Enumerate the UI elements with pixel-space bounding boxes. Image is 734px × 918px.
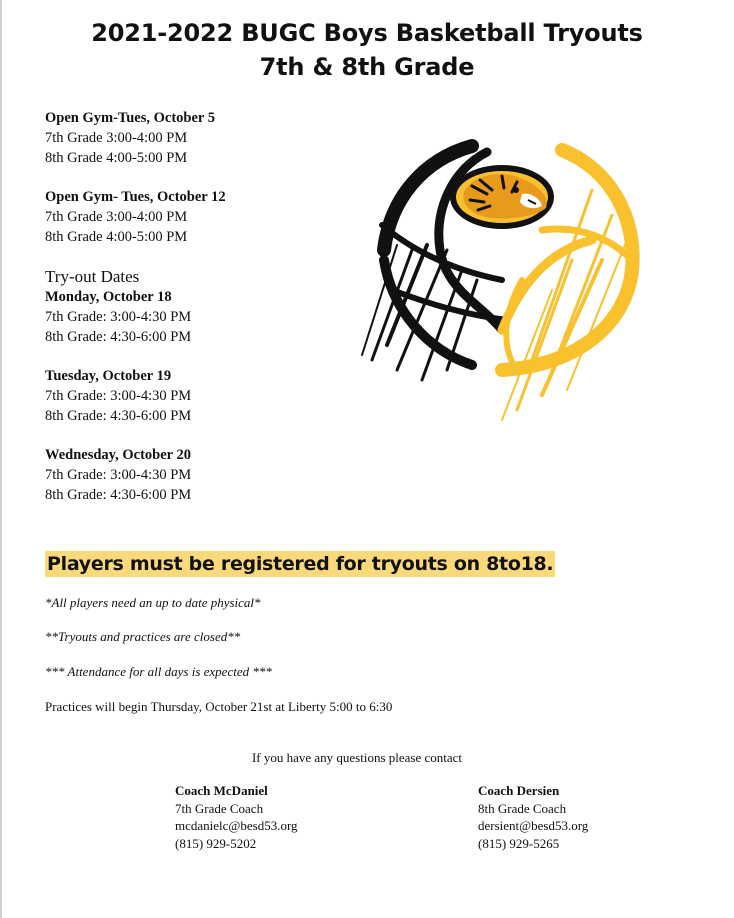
coach-name: Coach McDaniel xyxy=(175,783,268,798)
block-heading: Tuesday, October 19 xyxy=(45,368,172,384)
coach-email[interactable]: dersient@besd53.org xyxy=(478,818,589,833)
coach-mcdaniel xyxy=(175,782,298,852)
registration-banner: Players must be registered for tryouts on 8to18. xyxy=(47,553,554,575)
coach-phone: (815) 929-5202 xyxy=(175,835,257,851)
tryout-dates-label: Try-out Dates xyxy=(45,267,140,286)
schedule xyxy=(45,108,345,524)
block-heading: Wednesday, October 20 xyxy=(45,447,191,463)
coach-phone: (815) 929-5265 xyxy=(478,835,560,851)
practices-note: Practices will begin Thursday, October 21st at Liberty 5:00 to 6:30 xyxy=(45,699,393,714)
block-line: 7th Grade: 3:00-4:30 PM xyxy=(45,309,192,325)
block-line: 8th Grade: 4:30-6:00 PM xyxy=(45,487,192,503)
block-line: 7th Grade 3:00-4:00 PM xyxy=(45,130,188,146)
attendance-note: *** Attendance for all days is expected *** xyxy=(45,664,272,679)
block-line: 7th Grade: 3:00-4:30 PM xyxy=(45,388,192,404)
block-line: 8th Grade: 4:30-6:00 PM xyxy=(45,408,192,424)
block-line: 7th Grade: 3:00-4:30 PM xyxy=(45,467,192,483)
block-line: 8th Grade 4:00-5:00 PM xyxy=(45,150,188,166)
open-gym-oct-5 xyxy=(45,108,345,168)
title-line-2: 7th & 8th Grade xyxy=(259,53,475,81)
block-line: 8th Grade 4:00-5:00 PM xyxy=(45,229,188,245)
page-title xyxy=(0,16,734,84)
closed-note: **Tryouts and practices are closed** xyxy=(45,629,241,644)
tryout-monday xyxy=(45,266,345,347)
coach-name: Coach Dersien xyxy=(478,783,560,798)
tryout-tuesday xyxy=(45,366,345,426)
title-line-1: 2021-2022 BUGC Boys Basketball Tryouts xyxy=(91,19,643,47)
block-heading: Monday, October 18 xyxy=(45,289,172,305)
coach-role: 8th Grade Coach xyxy=(478,800,567,816)
coach-dersien xyxy=(478,782,588,852)
physical-note: *All players need an up to date physical* xyxy=(45,595,261,610)
page-edge xyxy=(0,0,2,918)
open-gym-oct-12 xyxy=(45,187,345,247)
tryout-wednesday xyxy=(45,445,345,505)
contact-lead: If you have any questions please contact xyxy=(251,750,463,765)
tiger-basketball-logo xyxy=(352,130,652,430)
block-line: 8th Grade: 4:30-6:00 PM xyxy=(45,329,192,345)
block-heading: Open Gym- Tues, October 12 xyxy=(45,189,226,205)
coach-email[interactable]: mcdanielc@besd53.org xyxy=(175,818,298,833)
block-heading: Open Gym-Tues, October 5 xyxy=(45,110,215,126)
coach-role: 7th Grade Coach xyxy=(175,800,264,816)
block-line: 7th Grade 3:00-4:00 PM xyxy=(45,209,188,225)
